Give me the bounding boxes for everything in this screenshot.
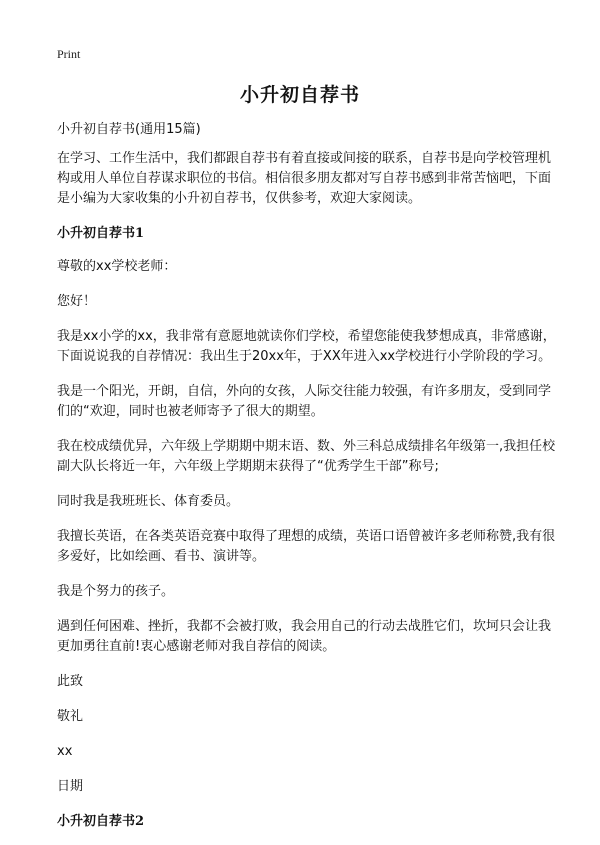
section-heading-2: 小升初自荐书2 <box>57 814 145 829</box>
document-subtitle: 小升初自荐书(通用15篇) <box>57 122 201 137</box>
body-paragraph: 我是个努力的孩子。 <box>57 584 175 599</box>
body-paragraph: 我是xx小学的xx，我非常有意愿地就读你们学校，希望您能使我梦想成真，非常感谢，下面说说我的自荐情况：我出生于20xx年，于XX年进入xx学校进行小学阶段的学习。 <box>57 329 556 364</box>
body-paragraph: 我是一个阳光，开朗，自信，外向的女孩，人际交往能力较强，有许多朋友，受到同学们的“欢迎，同时也被老师寄予了很大的期望。 <box>57 384 552 419</box>
intro-paragraph: 在学习、工作生活中，我们都跟自荐书有着直接或间接的联系，自荐书是向学校管理机构或用人单位自荐谋求职位的书信。相信很多朋友都对写自荐书感到非常苦恼吧，下面是小编为大家收集的小升初自荐书，仅供参考，欢迎大家阅读。 <box>57 151 552 206</box>
document-title: 小升初自荐书 <box>239 84 360 106</box>
body-paragraph: 遇到任何困难、挫折，我都不会被打败，我会用自己的行动去战胜它们，坎坷只会让我更加勇往直前!衷心感谢老师对我自荐信的阅读。 <box>57 619 552 654</box>
body-paragraph: 我在校成绩优异，六年级上学期期中期末语、数、外三科总成绩排名年级第一,我担任校副大队长将近一年，六年级上学期期末获得了“优秀学生干部”称号; <box>57 439 556 474</box>
date-label: 日期 <box>57 779 84 794</box>
greeting-recipient: 尊敬的xx学校老师： <box>57 259 177 274</box>
signature: xx <box>57 744 73 759</box>
body-paragraph: 同时我是我班班长、体育委员。 <box>57 494 240 509</box>
closing-line: 此致 <box>57 674 84 689</box>
greeting-hello: 您好！ <box>57 294 97 309</box>
section-heading-1: 小升初自荐书1 <box>57 226 145 241</box>
print-link[interactable]: Print <box>57 47 81 61</box>
body-paragraph: 我擅长英语，在各类英语竞赛中取得了理想的成绩，英语口语曾被许多老师称赞,我有很多爱好，比如绘画、看书、演讲等。 <box>57 529 556 564</box>
closing-salute: 敬礼 <box>57 709 84 724</box>
document-body <box>57 120 557 845</box>
